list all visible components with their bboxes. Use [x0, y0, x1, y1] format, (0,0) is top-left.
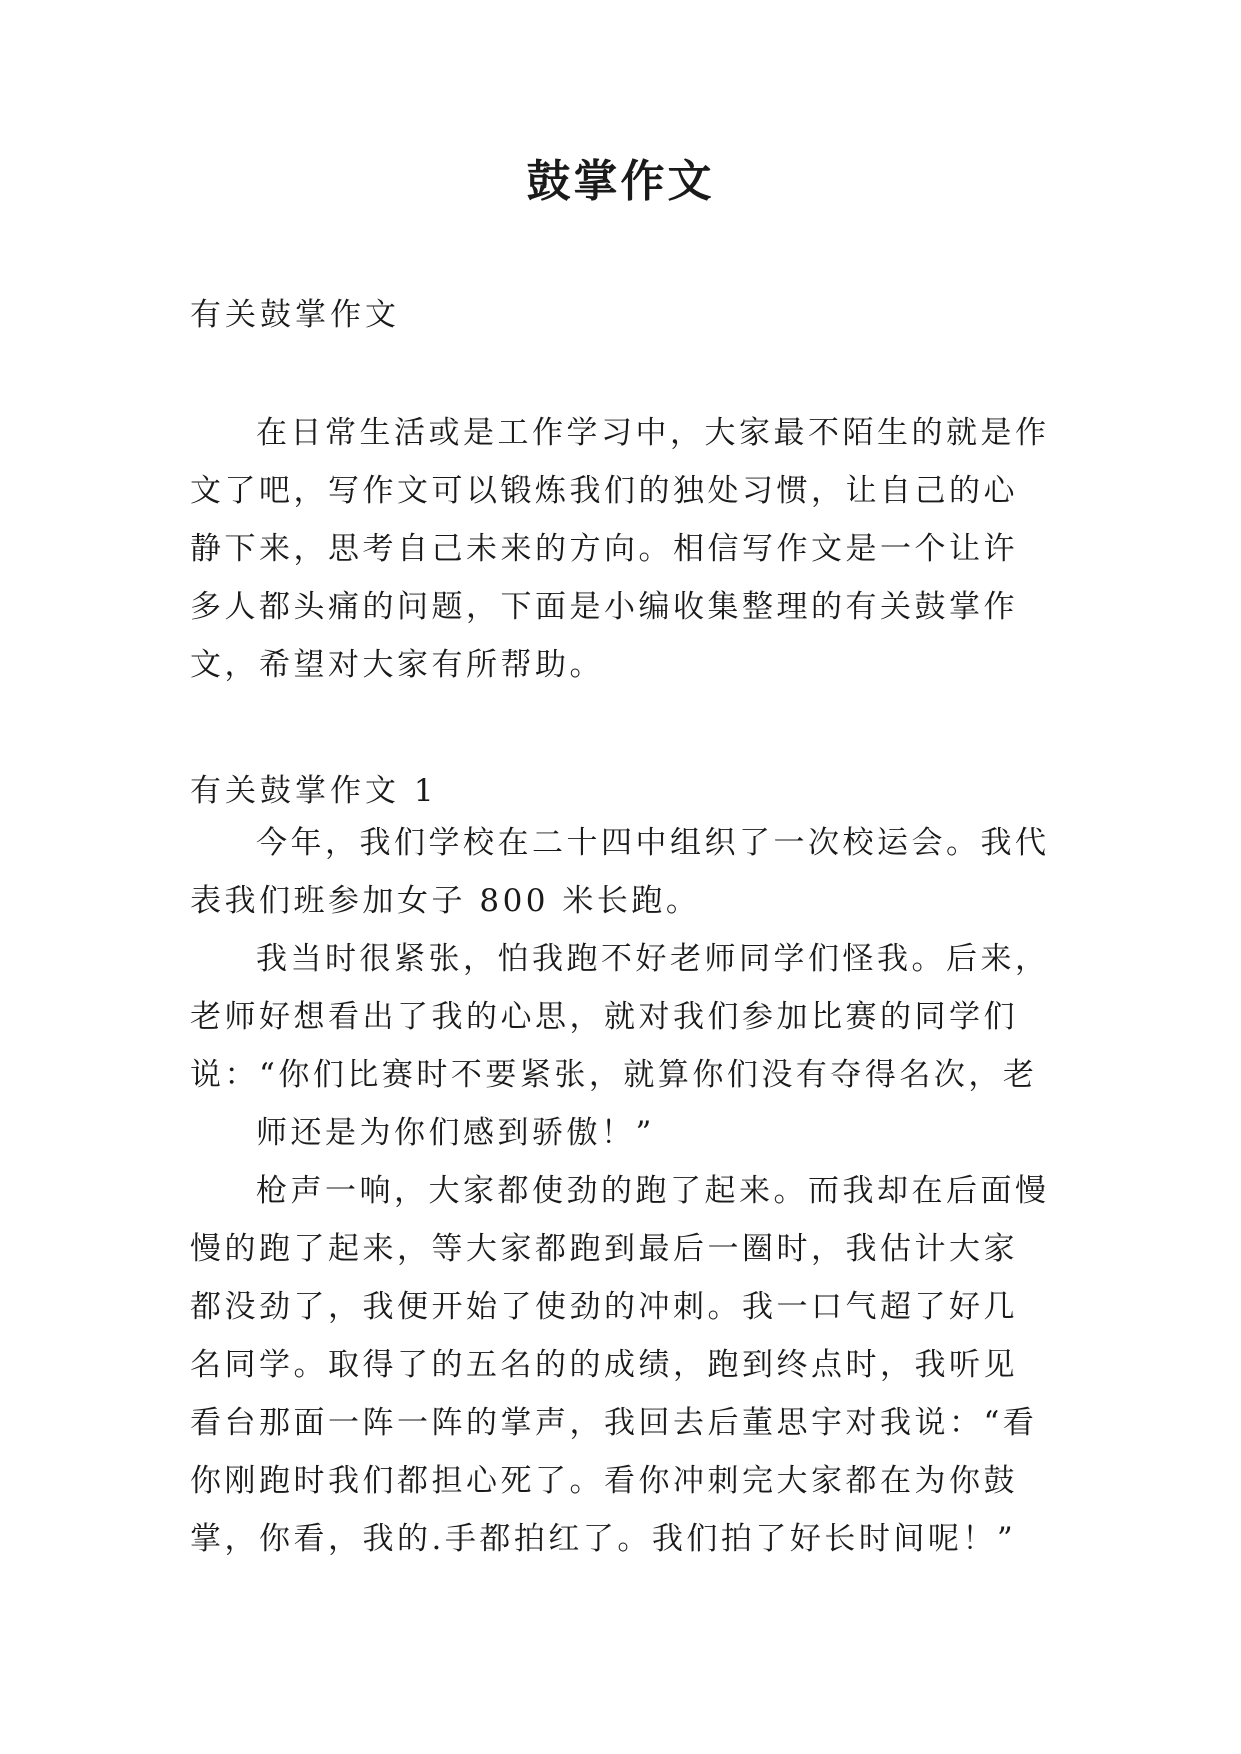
intro-paragraph: 在日常生活或是工作学习中，大家最不陌生的就是作文了吧，写作文可以锻炼我们的独处习惯，让自己的心静下来，思考自己未来的方向。相信写作文是一个让许多人都头痛的问题，下面是小编收集整理的有关鼓掌作文，希望对大家有所帮助。 — [190, 415, 1050, 683]
essay-paragraph: 今年，我们学校在二十四中组织了一次校运会。我代表我们班参加女子 800 米长跑。 — [190, 825, 1050, 919]
document-title: 鼓掌作文 — [526, 156, 715, 207]
document-subtitle: 有关鼓掌作文 — [190, 297, 400, 333]
essay-paragraph: 师还是为你们感到骄傲！” — [256, 1115, 655, 1151]
essay-paragraph: 我当时很紧张，怕我跑不好老师同学们怪我。后来，老师好想看出了我的心思，就对我们参加比赛的同学们说：“你们比赛时不要紧张，就算你们没有夺得名次，老 — [190, 941, 1050, 1093]
section-heading: 有关鼓掌作文 1 — [190, 773, 438, 809]
essay-paragraph: 枪声一响，大家都使劲的跑了起来。而我却在后面慢慢的跑了起来，等大家都跑到最后一圈时，我估计大家都没劲了，我便开始了使劲的冲刺。我一口气超了好几名同学。取得了的五名的的成绩，跑到终点时，我听见看台那面一阵一阵的掌声，我回去后董思宇对我说：“看你刚跑时我们都担心死了。看你冲刺完大家都在为你鼓掌，你看，我的.手都拍红了。我们拍了好长时间呢！” — [190, 1173, 1050, 1557]
